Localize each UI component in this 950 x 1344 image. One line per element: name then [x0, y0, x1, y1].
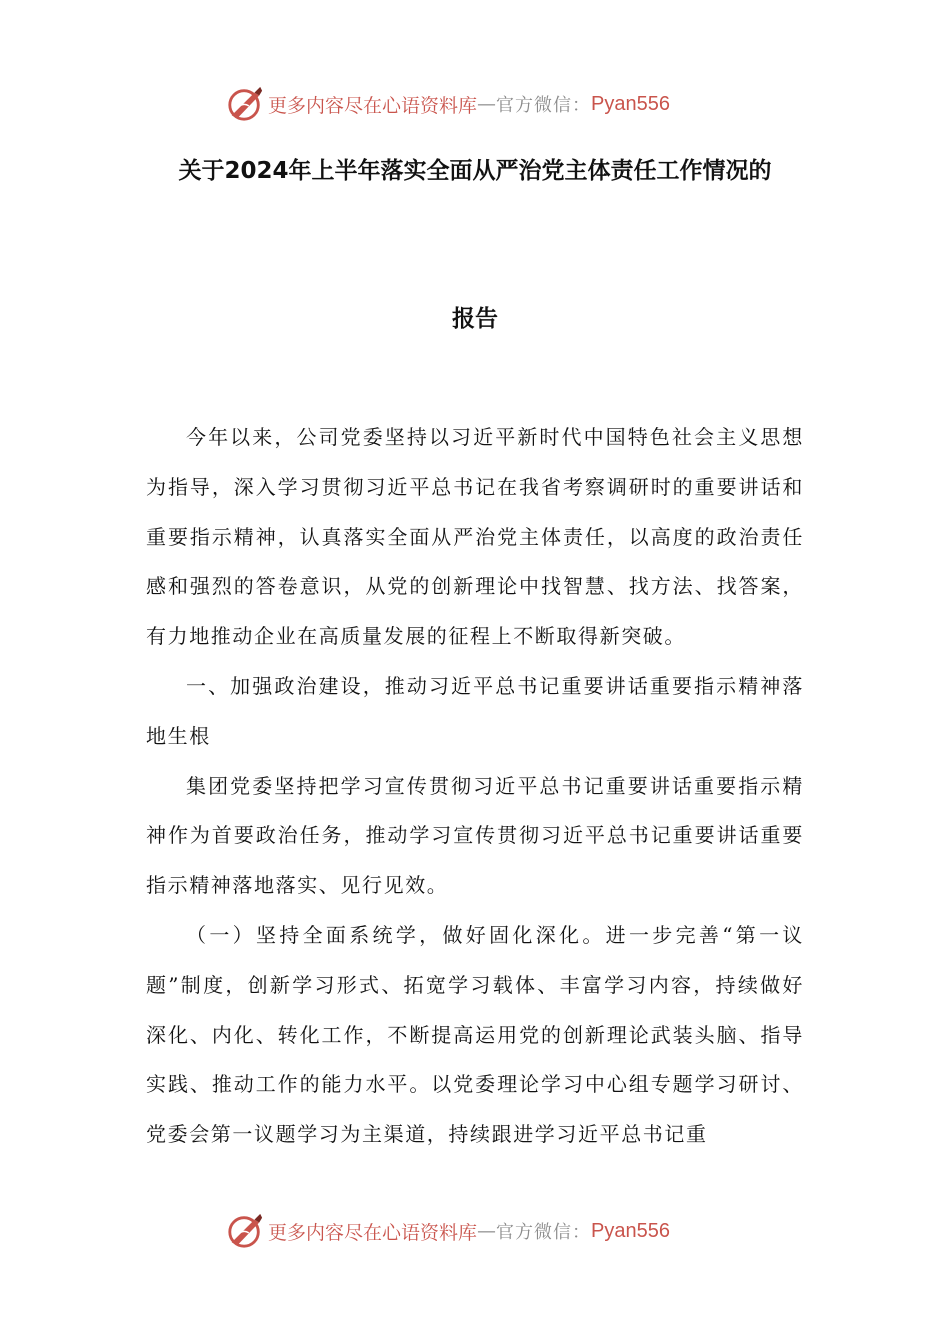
document-title-line-2: 报告	[452, 306, 498, 332]
watermark-banner-top	[226, 84, 670, 124]
paragraph-intro: 今年以来，公司党委坚持以习近平新时代中国特色社会主义思想为指导，深入学习贯彻习近平总书记在我省考察调研时的重要讲话和重要指示精神，认真落实全面从严治党主体责任，以高度的政治责任感和强烈的答卷意识，从党的创新理论中找智慧、找方法、找答案，有力地推动企业在高质量发展的征程上不断取得新突破。	[146, 425, 804, 649]
watermark-label: 官方微信：	[496, 95, 592, 116]
watermark-wechat-id: Pyan556	[591, 92, 670, 115]
pen-seal-logo-icon	[226, 1212, 264, 1250]
pen-seal-logo-icon	[226, 85, 264, 123]
watermark-main-text: 更多内容尽在心语资料库	[268, 94, 478, 117]
paragraph-section-1: 集团党委坚持把学习宣传贯彻习近平总书记重要讲话重要指示精神作为首要政治任务，推动学习宣传贯彻习近平总书记重要讲话重要指示精神落地落实、见行见效。	[146, 773, 804, 898]
watermark-main-text: 更多内容尽在心语资料库	[268, 1221, 478, 1244]
watermark-separator: —	[477, 93, 497, 115]
watermark-banner-bottom	[226, 1211, 670, 1251]
document-title-line-1: 关于2024年上半年落实全面从严治党主体责任工作情况的	[178, 158, 772, 184]
watermark-wechat-id: Pyan556	[591, 1219, 670, 1242]
section-heading-1: 一、加强政治建设，推动习近平总书记重要讲话重要指示精神落地生根	[146, 673, 804, 748]
watermark-label: 官方微信：	[496, 1222, 592, 1243]
watermark-separator: —	[477, 1220, 497, 1242]
paragraph-subsection-1: （一）坚持全面系统学，做好固化深化。进一步完善“第一议题”制度，创新学习形式、拓宽学习载体、丰富学习内容，持续做好深化、内化、转化工作，不断提高运用党的创新理论武装头脑、指导实践、推动工作的能力水平。以党委理论学习中心组专题学习研讨、党委会第一议题学习为主渠道，持续跟进学习近平总书记重	[146, 922, 804, 1147]
document-body	[146, 413, 804, 1160]
